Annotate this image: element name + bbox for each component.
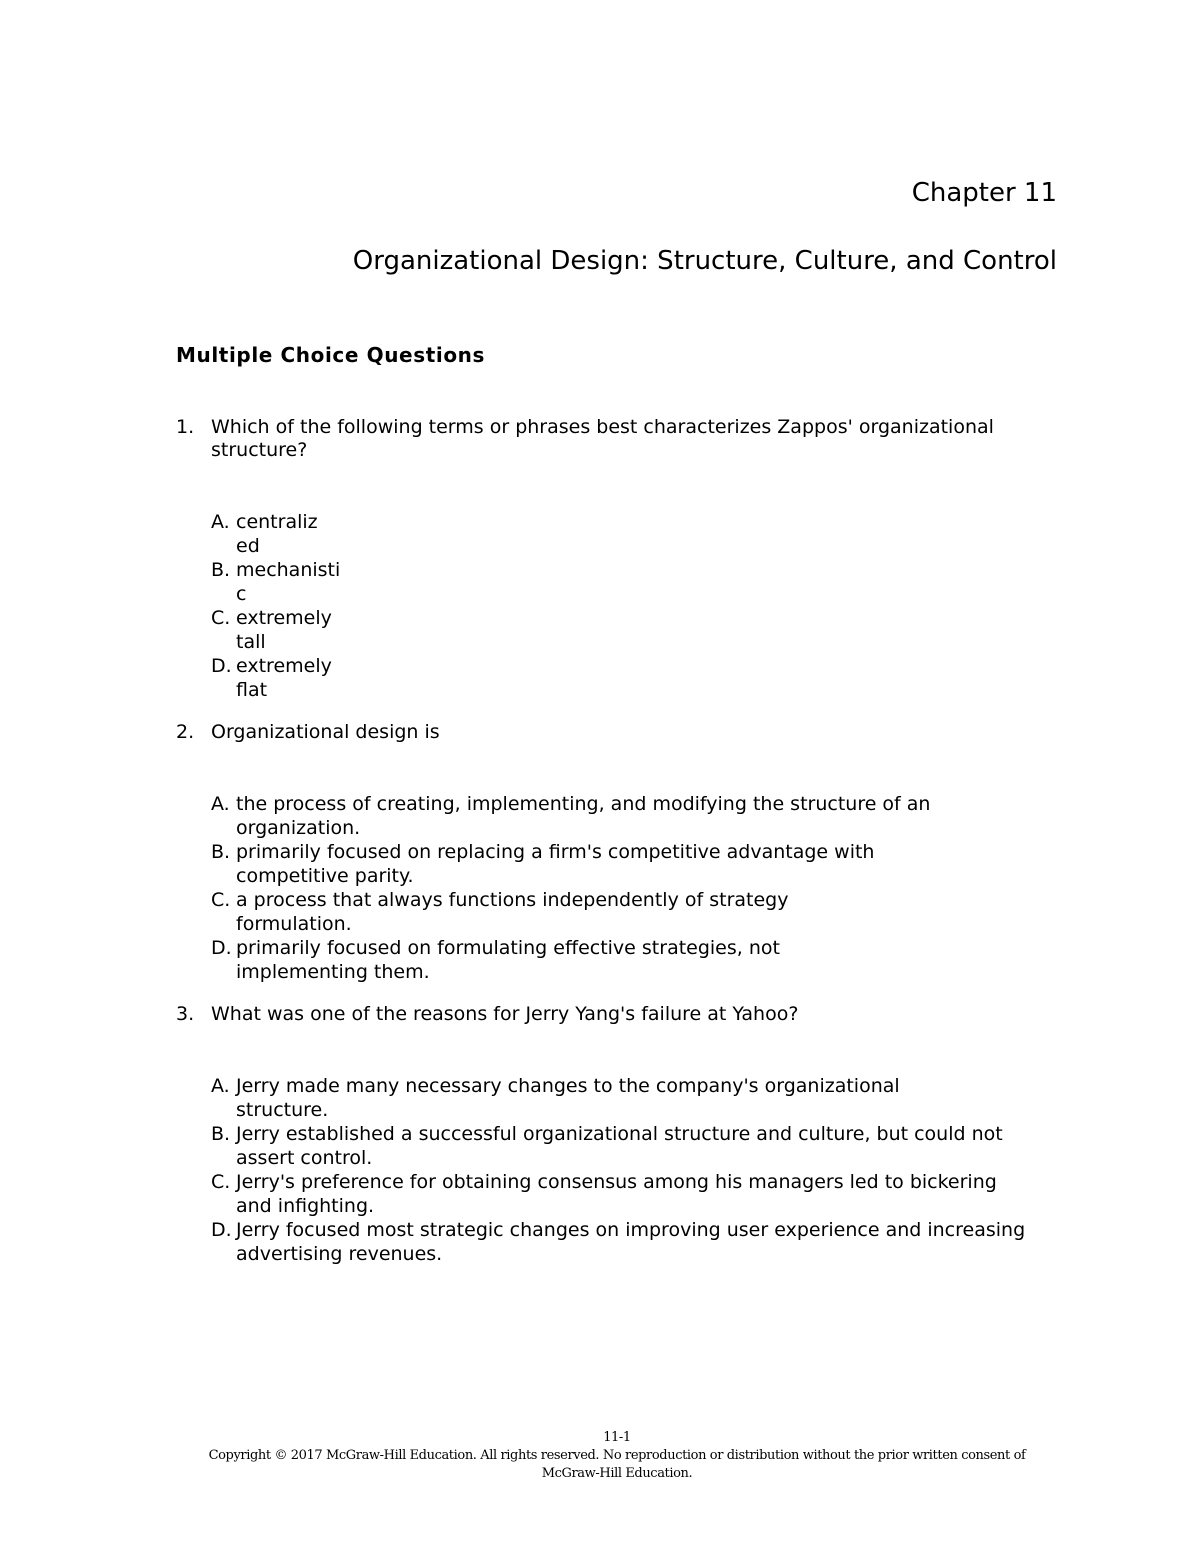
- option-text: extremely flat: [236, 655, 332, 701]
- option-label: A.: [211, 1075, 230, 1097]
- option-text: primarily focused on replacing a firm's competitive advantage with competitive parity.: [236, 841, 875, 887]
- question-1-options: [211, 510, 351, 702]
- option-label: B.: [211, 1123, 231, 1145]
- chapter-title: Organizational Design: Structure, Culture, and Control: [352, 246, 1057, 276]
- option-label: A.: [211, 793, 230, 815]
- option-text: Jerry established a successful organizational structure and culture, but could not assert control.: [236, 1123, 1003, 1169]
- option-label: C.: [211, 889, 231, 911]
- option-label: A.: [211, 511, 230, 533]
- option-d: [211, 1218, 1071, 1266]
- question-number: 1.: [176, 416, 195, 438]
- option-label: B.: [211, 841, 231, 863]
- option-a: [211, 510, 351, 558]
- option-label: D.: [211, 1219, 232, 1241]
- question-number: 3.: [176, 1003, 195, 1025]
- option-b: [211, 558, 351, 606]
- question-2: [176, 721, 1056, 744]
- option-text: extremely tall: [236, 607, 332, 653]
- option-b: [211, 840, 971, 888]
- option-label: D.: [211, 937, 232, 959]
- option-a: [211, 792, 971, 840]
- option-text: Jerry focused most strategic changes on improving user experience and increasing advertising revenues.: [236, 1219, 1026, 1265]
- section-title: Multiple Choice Questions: [176, 343, 486, 367]
- option-c: [211, 606, 351, 654]
- question-3: [176, 1003, 1056, 1026]
- option-label: D.: [211, 655, 232, 677]
- option-a: [211, 1074, 1071, 1122]
- option-text: Jerry's preference for obtaining consensus among his managers led to bickering and infighting.: [236, 1171, 997, 1217]
- page-footer: [0, 1429, 1200, 1483]
- option-label: C.: [211, 607, 231, 629]
- question-text: What was one of the reasons for Jerry Yang's failure at Yahoo?: [211, 1003, 799, 1025]
- question-3-options: [211, 1074, 1071, 1266]
- option-label: C.: [211, 1171, 231, 1193]
- option-d: [211, 936, 971, 984]
- option-text: primarily focused on formulating effective strategies, not implementing them.: [236, 937, 780, 983]
- page-number: 11-1: [603, 1430, 631, 1445]
- option-d: [211, 654, 351, 702]
- option-text: centralized: [236, 511, 318, 557]
- option-b: [211, 1122, 1071, 1170]
- question-1: [176, 416, 1056, 462]
- option-label: B.: [211, 559, 231, 581]
- option-text: mechanistic: [236, 559, 341, 605]
- question-text: Organizational design is: [211, 721, 440, 743]
- chapter-heading: Chapter 11: [911, 178, 1057, 208]
- option-c: [211, 888, 971, 936]
- question-number: 2.: [176, 721, 195, 743]
- copyright-notice: Copyright © 2017 McGraw-Hill Education. All rights reserved. No reproduction or distribution without the prior written consent of McGraw-Hill Education.: [208, 1448, 1026, 1481]
- option-text: a process that always functions independently of strategy formulation.: [236, 889, 789, 935]
- option-text: the process of creating, implementing, and modifying the structure of an organization.: [236, 793, 931, 839]
- question-2-options: [211, 792, 971, 984]
- option-text: Jerry made many necessary changes to the company's organizational structure.: [236, 1075, 900, 1121]
- option-c: [211, 1170, 1071, 1218]
- question-text: Which of the following terms or phrases best characterizes Zappos' organizational structure?: [211, 416, 994, 461]
